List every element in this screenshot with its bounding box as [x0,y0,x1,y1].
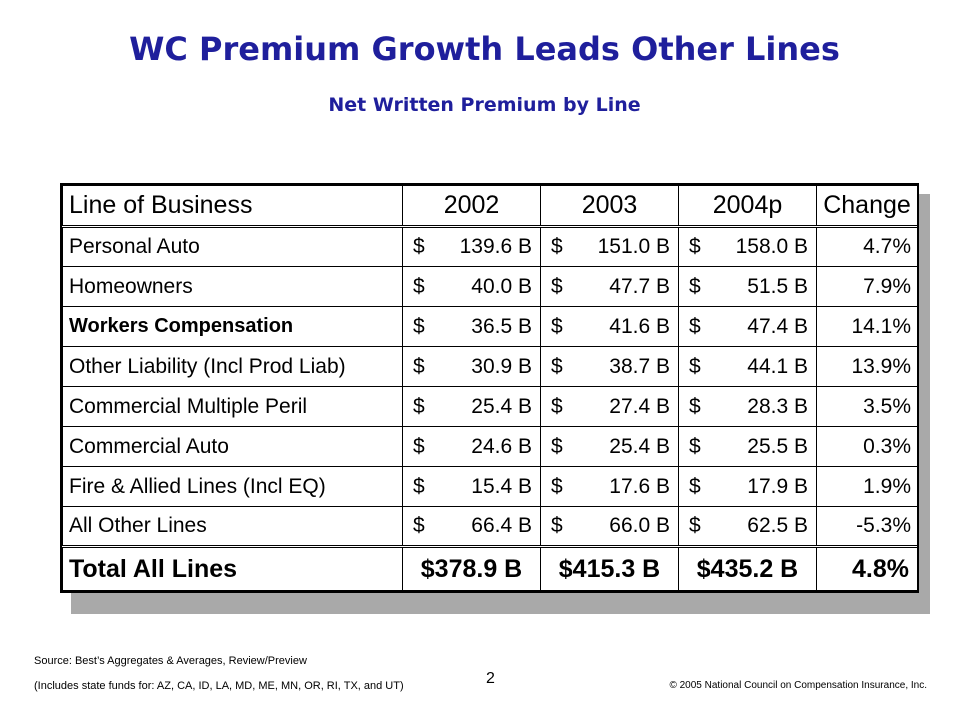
table-header-row [63,186,918,227]
change-cell: 4.7% [817,227,918,267]
table-row [63,267,918,307]
total-2004p: $435.2 B [679,547,817,591]
total-row [63,547,918,591]
value-2002: 15.4 B [431,467,541,507]
value-2002: 30.9 B [431,347,541,387]
dollar-sign-2002: $ [403,467,431,507]
total-label: Total All Lines [63,547,403,591]
change-cell: 14.1% [817,307,918,347]
dollar-sign-2002: $ [403,427,431,467]
line-of-business-cell: All Other Lines [63,507,403,547]
table-row [63,507,918,547]
value-2004p: 25.5 B [707,427,817,467]
value-2004p: 44.1 B [707,347,817,387]
slide-subtitle: Net Written Premium by Line [328,94,641,116]
dollar-sign-2004p: $ [679,267,707,307]
dollar-sign-2002: $ [403,507,431,547]
table-row [63,227,918,267]
value-2003: 41.6 B [569,307,679,347]
change-cell: 1.9% [817,467,918,507]
dollar-sign-2004p: $ [679,467,707,507]
dollar-sign-2004p: $ [679,347,707,387]
value-2003: 66.0 B [569,507,679,547]
dollar-sign-2002: $ [403,227,431,267]
header-2002: 2002 [403,186,541,227]
line-of-business-cell: Other Liability (Incl Prod Liab) [63,347,403,387]
value-2004p: 28.3 B [707,387,817,427]
value-2002: 36.5 B [431,307,541,347]
dollar-sign-2003: $ [541,227,569,267]
dollar-sign-2004p: $ [679,307,707,347]
header-change: Change [817,186,918,227]
value-2002: 24.6 B [431,427,541,467]
change-cell: 0.3% [817,427,918,467]
dollar-sign-2004p: $ [679,427,707,467]
value-2004p: 62.5 B [707,507,817,547]
dollar-sign-2004p: $ [679,507,707,547]
change-cell: 7.9% [817,267,918,307]
table-row [63,307,918,347]
dollar-sign-2003: $ [541,507,569,547]
value-2004p: 158.0 B [707,227,817,267]
value-2003: 17.6 B [569,467,679,507]
total-change: 4.8% [817,547,918,591]
dollar-sign-2002: $ [403,347,431,387]
header-line-of-business: Line of Business [63,186,403,227]
value-2003: 151.0 B [569,227,679,267]
value-2004p: 17.9 B [707,467,817,507]
state-funds-note: (Includes state funds for: AZ, CA, ID, LA, MD, ME, MN, OR, RI, TX, and UT) [34,680,404,692]
dollar-sign-2003: $ [541,307,569,347]
total-2002: $378.9 B [403,547,541,591]
change-cell: -5.3% [817,507,918,547]
dollar-sign-2002: $ [403,267,431,307]
line-of-business-cell: Homeowners [63,267,403,307]
value-2003: 27.4 B [569,387,679,427]
table-row [63,387,918,427]
source-note: Source: Best’s Aggregates & Averages, Review/Preview [34,655,307,667]
table-row [63,427,918,467]
dollar-sign-2003: $ [541,347,569,387]
value-2003: 25.4 B [569,427,679,467]
value-2002: 66.4 B [431,507,541,547]
value-2002: 40.0 B [431,267,541,307]
line-of-business-cell: Fire & Allied Lines (Incl EQ) [63,467,403,507]
dollar-sign-2004p: $ [679,387,707,427]
slide-title: WC Premium Growth Leads Other Lines [129,30,840,68]
value-2002: 25.4 B [431,387,541,427]
dollar-sign-2003: $ [541,267,569,307]
value-2004p: 51.5 B [707,267,817,307]
change-cell: 13.9% [817,347,918,387]
dollar-sign-2003: $ [541,467,569,507]
total-2003: $415.3 B [541,547,679,591]
line-of-business-cell: Commercial Auto [63,427,403,467]
premium-table [60,183,919,593]
dollar-sign-2003: $ [541,387,569,427]
value-2003: 47.7 B [569,267,679,307]
value-2002: 139.6 B [431,227,541,267]
dollar-sign-2004p: $ [679,227,707,267]
page-number: 2 [486,670,495,687]
change-cell: 3.5% [817,387,918,427]
dollar-sign-2002: $ [403,307,431,347]
line-of-business-cell: Commercial Multiple Peril [63,387,403,427]
dollar-sign-2002: $ [403,387,431,427]
table-row [63,347,918,387]
header-2003: 2003 [541,186,679,227]
dollar-sign-2003: $ [541,427,569,467]
table-row [63,467,918,507]
header-2004p: 2004p [679,186,817,227]
value-2003: 38.7 B [569,347,679,387]
copyright: © 2005 National Council on Compensation Insurance, Inc. [669,680,927,691]
line-of-business-cell: Personal Auto [63,227,403,267]
line-of-business-cell: Workers Compensation [63,307,403,347]
value-2004p: 47.4 B [707,307,817,347]
